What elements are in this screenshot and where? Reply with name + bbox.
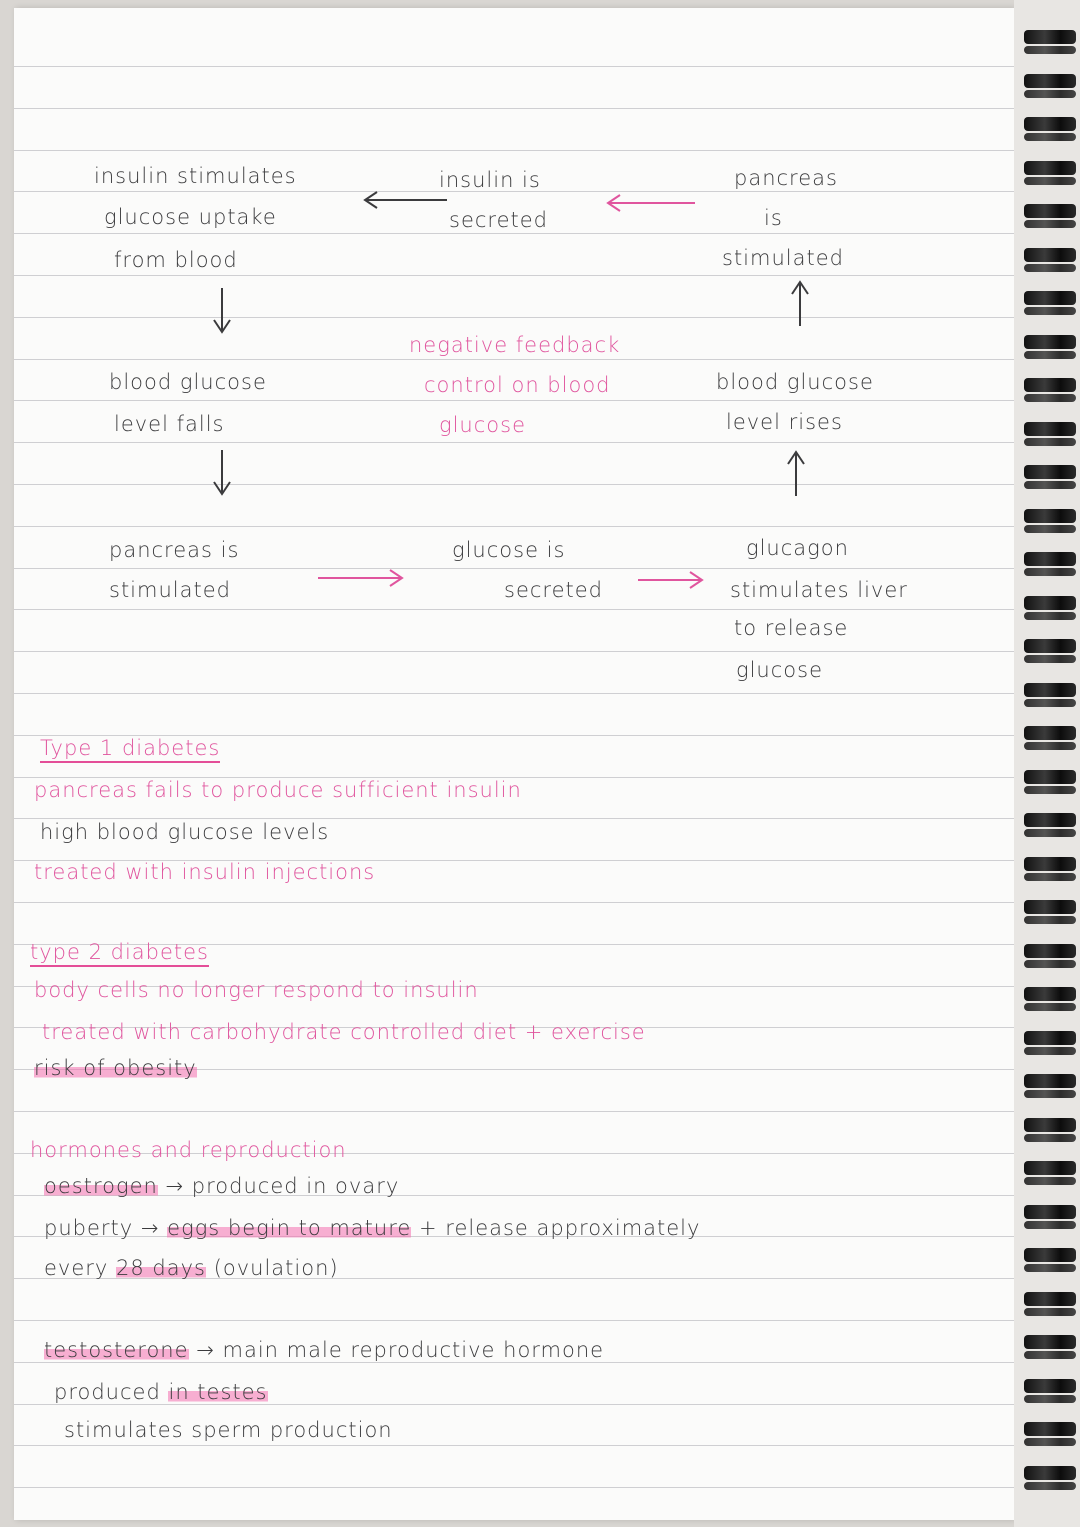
blood-glucose-rises-line1: blood glucose bbox=[716, 370, 874, 394]
spiral-coil bbox=[1024, 177, 1076, 185]
spiral-coil bbox=[1024, 1292, 1076, 1306]
pancreas-stimulated-top-line3: stimulated bbox=[722, 246, 844, 270]
ruled-line bbox=[14, 150, 1014, 151]
ruled-line bbox=[14, 359, 1014, 360]
insulin-stimulates-line2: glucose uptake bbox=[104, 205, 277, 229]
glucagon-line4: glucose bbox=[736, 658, 824, 682]
spiral-coil bbox=[1024, 813, 1076, 827]
insulin-stimulates-line1: insulin stimulates bbox=[94, 164, 297, 188]
spiral-coil bbox=[1024, 944, 1076, 958]
type2-line2: treated with carbohydrate controlled diet + exercise bbox=[42, 1020, 646, 1044]
ruled-line bbox=[14, 66, 1014, 67]
arrow-left-pink-icon bbox=[602, 191, 697, 215]
ruled-line bbox=[14, 902, 1014, 903]
type1-line1: pancreas fails to produce sufficient insulin bbox=[34, 778, 522, 802]
spiral-coil bbox=[1024, 786, 1076, 794]
arrow-right-pink-icon bbox=[316, 566, 408, 590]
spiral-coil bbox=[1024, 248, 1076, 262]
testosterone-arrow-icon: → bbox=[196, 1338, 215, 1362]
spiral-coil bbox=[1024, 612, 1076, 620]
spiral-coil bbox=[1024, 481, 1076, 489]
insulin-secreted-line2: secreted bbox=[449, 208, 548, 232]
oestrogen-desc: produced in ovary bbox=[191, 1174, 400, 1198]
spiral-coil bbox=[1024, 394, 1076, 402]
spiral-coil bbox=[1024, 568, 1076, 576]
blood-glucose-falls-line2: level falls bbox=[114, 412, 225, 436]
ruled-line bbox=[14, 609, 1014, 610]
insulin-stimulates-line3: from blood bbox=[114, 248, 238, 272]
glucagon-line3: to release bbox=[734, 616, 849, 640]
spiral-coil bbox=[1024, 90, 1076, 98]
testosterone-desc: main male reproductive hormone bbox=[222, 1338, 605, 1362]
spiral-coil bbox=[1024, 335, 1076, 349]
pancreas-stimulated-bottom-line2: stimulated bbox=[109, 578, 231, 602]
ruled-line bbox=[14, 1404, 1014, 1405]
spiral-coil bbox=[1024, 1118, 1076, 1132]
oestrogen-term: oestrogen bbox=[44, 1174, 158, 1198]
spiral-coil bbox=[1024, 726, 1076, 740]
type2-line1: body cells no longer respond to insulin bbox=[34, 978, 479, 1002]
spiral-coil bbox=[1024, 900, 1076, 914]
spiral-coil bbox=[1024, 829, 1076, 837]
spiral-coil bbox=[1024, 264, 1076, 272]
spiral-coil bbox=[1024, 204, 1076, 218]
center-label-line1: negative feedback bbox=[409, 333, 621, 357]
spiral-coil bbox=[1024, 220, 1076, 228]
oestrogen-line3: every 28 days (ovulation) bbox=[44, 1256, 339, 1280]
spiral-coil bbox=[1024, 46, 1076, 54]
spiral-coil bbox=[1024, 161, 1076, 175]
ruled-line bbox=[14, 1445, 1014, 1446]
ruled-line bbox=[14, 275, 1014, 276]
spiral-coil bbox=[1024, 857, 1076, 871]
spiral-coil bbox=[1024, 960, 1076, 968]
ruled-line bbox=[14, 317, 1014, 318]
spiral-coil bbox=[1024, 1205, 1076, 1219]
ruled-line bbox=[14, 568, 1014, 569]
glucagon-line2: stimulates liver bbox=[730, 578, 908, 602]
spiral-coil bbox=[1024, 438, 1076, 446]
spiral-coil bbox=[1024, 1177, 1076, 1185]
type1-heading: Type 1 diabetes bbox=[40, 736, 220, 760]
spiral-coil bbox=[1024, 133, 1076, 141]
pancreas-stimulated-top-line2: is bbox=[764, 206, 783, 230]
spiral-coil bbox=[1024, 1335, 1076, 1349]
spiral-coil bbox=[1024, 683, 1076, 697]
spiral-coil bbox=[1024, 1134, 1076, 1142]
type1-line3: treated with insulin injections bbox=[34, 860, 376, 884]
center-label-line3: glucose bbox=[439, 413, 527, 437]
spiral-coil bbox=[1024, 465, 1076, 479]
ruled-line bbox=[14, 484, 1014, 485]
blood-glucose-falls-line1: blood glucose bbox=[109, 370, 267, 394]
arrow-up-icon bbox=[788, 278, 812, 328]
spiral-coil bbox=[1024, 1248, 1076, 1262]
arrow-left-icon bbox=[359, 188, 449, 212]
spiral-coil bbox=[1024, 1161, 1076, 1175]
ruled-line bbox=[14, 1111, 1014, 1112]
oestrogen-line2: puberty → eggs begin to mature + release approximately bbox=[44, 1216, 701, 1240]
ruled-line bbox=[14, 1487, 1014, 1488]
spiral-coil bbox=[1024, 699, 1076, 707]
oestrogen-line1 bbox=[44, 1174, 399, 1198]
glucose-secreted-line2: secreted bbox=[504, 578, 603, 602]
spiral-coil bbox=[1024, 1379, 1076, 1393]
arrow-right-pink-icon bbox=[636, 568, 708, 592]
spiral-coil bbox=[1024, 1351, 1076, 1359]
spiral-coil bbox=[1024, 74, 1076, 88]
spiral-coil bbox=[1024, 1047, 1076, 1055]
spiral-coil bbox=[1024, 655, 1076, 663]
ruled-line bbox=[14, 526, 1014, 527]
type1-line2: high blood glucose levels bbox=[40, 820, 330, 844]
oestrogen-arrow-icon: → bbox=[165, 1174, 185, 1198]
ruled-line bbox=[14, 233, 1014, 234]
testosterone-line3: stimulates sperm production bbox=[64, 1418, 393, 1442]
spiral-coil bbox=[1024, 1031, 1076, 1045]
spiral-coil bbox=[1024, 1466, 1076, 1480]
spiral-coil bbox=[1024, 525, 1076, 533]
ruled-line bbox=[14, 1320, 1014, 1321]
spiral-coil bbox=[1024, 422, 1076, 436]
spiral-coil bbox=[1024, 916, 1076, 924]
arrow-down-icon bbox=[210, 448, 234, 498]
blood-glucose-rises-line2: level rises bbox=[726, 410, 843, 434]
spiral-coil bbox=[1024, 1074, 1076, 1088]
arrow-down-icon bbox=[210, 286, 234, 336]
spiral-coil bbox=[1024, 351, 1076, 359]
spiral-coil bbox=[1024, 117, 1076, 131]
spiral-coil bbox=[1024, 552, 1076, 566]
glucose-secreted-line1: glucose is bbox=[452, 538, 566, 562]
spiral-binding bbox=[1014, 0, 1080, 1527]
testosterone-line1 bbox=[44, 1338, 604, 1362]
spiral-coil bbox=[1024, 1422, 1076, 1436]
spiral-coil bbox=[1024, 1438, 1076, 1446]
arrow-up-icon bbox=[784, 448, 808, 498]
ruled-line bbox=[14, 651, 1014, 652]
spiral-coil bbox=[1024, 1090, 1076, 1098]
spiral-coil bbox=[1024, 770, 1076, 784]
glucagon-line1: glucagon bbox=[746, 536, 849, 560]
spiral-coil bbox=[1024, 30, 1076, 44]
spiral-coil bbox=[1024, 307, 1076, 315]
ruled-line bbox=[14, 442, 1014, 443]
reproduction-heading: hormones and reproduction bbox=[30, 1138, 347, 1162]
spiral-coil bbox=[1024, 742, 1076, 750]
ruled-line bbox=[14, 1362, 1014, 1363]
pancreas-stimulated-top-line1: pancreas bbox=[734, 166, 838, 190]
type2-heading: type 2 diabetes bbox=[30, 940, 209, 964]
spiral-coil bbox=[1024, 1003, 1076, 1011]
spiral-coil bbox=[1024, 873, 1076, 881]
spiral-coil bbox=[1024, 1308, 1076, 1316]
spiral-coil bbox=[1024, 1482, 1076, 1490]
spiral-coil bbox=[1024, 987, 1076, 1001]
puberty-arrow-icon: → bbox=[140, 1216, 160, 1240]
insulin-secreted-line1: insulin is bbox=[439, 168, 541, 192]
notebook-page bbox=[14, 8, 1014, 1520]
testosterone-line2: produced in testes bbox=[54, 1380, 268, 1404]
spiral-coil bbox=[1024, 1221, 1076, 1229]
ruled-line bbox=[14, 108, 1014, 109]
center-label-line2: control on blood bbox=[424, 373, 611, 397]
testosterone-term: testosterone bbox=[44, 1338, 189, 1362]
spiral-coil bbox=[1024, 291, 1076, 305]
pancreas-stimulated-bottom-line1: pancreas is bbox=[109, 538, 240, 562]
spiral-coil bbox=[1024, 1395, 1076, 1403]
type2-line3: risk of obesity bbox=[34, 1056, 197, 1080]
ruled-line bbox=[14, 693, 1014, 694]
spiral-coil bbox=[1024, 639, 1076, 653]
spiral-coil bbox=[1024, 1264, 1076, 1272]
ruled-line bbox=[14, 400, 1014, 401]
spiral-coil bbox=[1024, 378, 1076, 392]
ruled-line bbox=[14, 818, 1014, 819]
spiral-coil bbox=[1024, 596, 1076, 610]
spiral-coil bbox=[1024, 509, 1076, 523]
